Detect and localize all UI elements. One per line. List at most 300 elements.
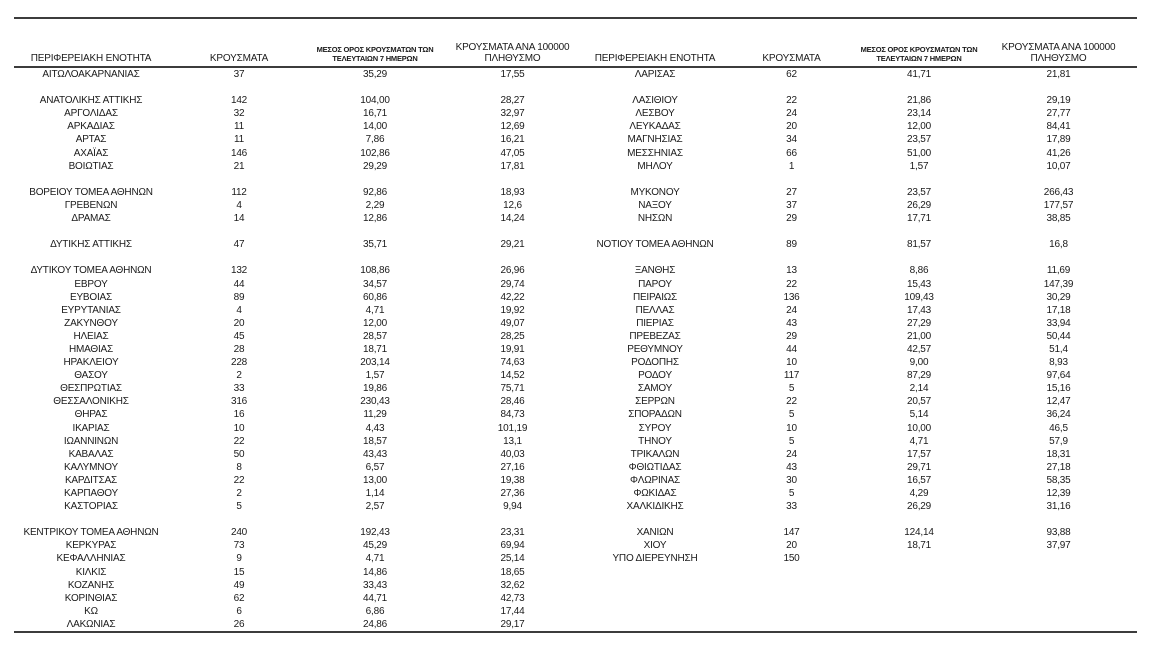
cell-region: ΛΑΚΩΝΙΑΣ — [66, 618, 116, 630]
cell-avg7: 15,43 — [906, 278, 932, 290]
cell-per100k: 42,73 — [500, 592, 525, 604]
cell-cases: 32 — [233, 108, 245, 120]
cell-per100k — [440, 173, 585, 186]
table-row — [14, 435, 1137, 448]
cell-per100k: 28,27 — [500, 95, 525, 107]
cell-avg7: 14,00 — [362, 121, 388, 133]
table-row — [14, 552, 1137, 565]
table-row — [14, 238, 1137, 251]
cell-cases: 47 — [233, 239, 245, 251]
cell-cases: 316 — [230, 396, 248, 408]
cell-per100k: 37,97 — [1046, 540, 1071, 552]
cell-per100k: 36,24 — [1046, 409, 1071, 421]
table-row — [14, 81, 1137, 94]
cell-avg7 — [858, 225, 980, 238]
cell-cases — [168, 173, 310, 186]
cell-cases: 62 — [786, 69, 797, 80]
cell-region: ΔΡΑΜΑΣ — [71, 213, 111, 225]
cell-cases: 146 — [230, 147, 248, 159]
cell-cases — [725, 81, 858, 94]
table-row — [14, 67, 1137, 81]
cell-region — [585, 225, 725, 238]
table-row — [14, 212, 1137, 225]
cell-cases: 30 — [786, 474, 797, 486]
table-row — [14, 618, 1137, 632]
cell-region: ΘΑΣΟΥ — [74, 370, 108, 382]
cell-region — [585, 513, 725, 526]
cell-per100k: 10,07 — [1046, 160, 1071, 172]
table-row — [14, 448, 1137, 461]
cell-cases: 44 — [786, 343, 797, 355]
cell-per100k: 12,47 — [1046, 396, 1071, 408]
cell-avg7: 8,86 — [909, 265, 929, 277]
cell-cases — [725, 592, 858, 605]
cell-per100k — [440, 81, 585, 94]
cell-per100k — [980, 566, 1137, 579]
cell-region: ΦΩΚΙΔΑΣ — [633, 488, 677, 499]
table-row — [14, 513, 1137, 526]
cell-cases: 16 — [233, 409, 245, 421]
cell-per100k: 46,5 — [1049, 422, 1068, 434]
cell-avg7: 14,86 — [362, 566, 388, 578]
cell-region: ΞΑΝΘΗΣ — [634, 265, 676, 277]
cell-region: ΡΕΘΥΜΝΟΥ — [627, 343, 683, 355]
cell-per100k — [440, 251, 585, 264]
cell-region: ΑΝΑΤΟΛΙΚΗΣ ΑΤΤΙΚΗΣ — [39, 95, 143, 107]
cell-per100k: 23,31 — [500, 527, 525, 539]
cell-avg7: 4,71 — [365, 304, 385, 316]
cell-cases: 5 — [236, 501, 242, 513]
cell-region: ΝΑΞΟΥ — [638, 199, 672, 211]
cell-region: ΤΗΝΟΥ — [638, 435, 672, 447]
cell-region: ΜΑΓΝΗΣΙΑΣ — [627, 134, 683, 146]
cell-region: ΧΑΛΚΙΔΙΚΗΣ — [626, 501, 684, 513]
cell-cases: 1 — [788, 160, 795, 172]
cell-avg7: 44,71 — [362, 592, 388, 604]
cell-region: ΗΜΑΘΙΑΣ — [68, 343, 114, 355]
cell-region — [585, 566, 725, 579]
cell-region: ΛΕΣΒΟΥ — [635, 108, 675, 120]
cell-cases: 5 — [788, 488, 795, 499]
cell-cases: 240 — [230, 527, 248, 539]
cell-cases: 10 — [786, 357, 797, 369]
cell-region: ΚΕΡΚΥΡΑΣ — [65, 540, 117, 552]
header-per100k-left: ΚΡΟΥΣΜΑΤΑ ΑΝΑ 100000 ΠΛΗΘΥΣΜΟ — [455, 42, 570, 64]
cell-avg7: 23,57 — [906, 186, 932, 198]
table-row — [14, 173, 1137, 186]
cell-region: ΘΕΣΣΑΛΟΝΙΚΗΣ — [53, 396, 129, 408]
cell-region — [14, 513, 168, 526]
cell-region: ΡΟΔΟΥ — [638, 370, 672, 382]
cell-per100k: 97,64 — [1046, 370, 1071, 382]
cell-cases: 33 — [233, 383, 245, 395]
cell-cases: 2 — [236, 370, 242, 382]
cell-avg7: 21,00 — [906, 330, 932, 342]
cell-region: ΚΑΡΠΑΘΟΥ — [64, 488, 118, 499]
header-region-right: ΠΕΡΙΦΕΡΕΙΑΚΗ ΕΝΟΤΗΤΑ — [594, 53, 716, 64]
cell-per100k — [440, 225, 585, 238]
cell-cases: 20 — [786, 540, 797, 552]
cell-cases: 8 — [236, 461, 242, 473]
header-region-left: ΠΕΡΙΦΕΡΕΙΑΚΗ ΕΝΟΤΗΤΑ — [30, 53, 152, 64]
cell-region: ΚΟΖΑΝΗΣ — [67, 579, 115, 591]
table-row — [14, 186, 1137, 199]
cell-per100k: 84,73 — [500, 409, 525, 421]
cell-per100k: 14,52 — [500, 370, 525, 382]
table-row — [14, 330, 1137, 343]
cell-region: ΣΥΡΟΥ — [638, 422, 672, 434]
cell-region: ΗΛΕΙΑΣ — [73, 330, 109, 342]
cell-cases: 29 — [786, 330, 797, 342]
cell-per100k: 32,97 — [500, 108, 525, 120]
cell-avg7: 92,86 — [362, 186, 388, 198]
cell-per100k: 12,69 — [500, 121, 525, 133]
table-row — [14, 107, 1137, 120]
cell-cases: 5 — [788, 435, 795, 447]
header-avg7-right: ΜΕΣΟΣ ΟΡΟΣ ΚΡΟΥΣΜΑΤΩΝ ΤΩΝ ΤΕΛΕΥΤΑΙΩΝ 7 ΗΜΕΡΩΝ — [860, 45, 978, 63]
cell-cases — [168, 81, 310, 94]
cell-avg7 — [858, 579, 980, 592]
cell-per100k: 18,65 — [500, 566, 525, 578]
cell-per100k: 16,8 — [1049, 239, 1068, 251]
cell-avg7: 42,57 — [906, 343, 932, 355]
cell-avg7: 11,29 — [363, 409, 387, 421]
cell-per100k: 28,46 — [500, 396, 525, 408]
cell-avg7: 43,43 — [362, 448, 388, 460]
cell-region: ΕΒΡΟΥ — [74, 278, 108, 290]
cell-cases: 10 — [786, 422, 797, 434]
cell-region: ΚΙΛΚΙΣ — [75, 566, 107, 578]
cell-region: ΘΕΣΠΡΩΤΙΑΣ — [60, 383, 122, 395]
cell-cases: 24 — [786, 448, 797, 460]
cell-per100k: 74,63 — [500, 357, 525, 369]
header-cases-left: ΚΡΟΥΣΜΑΤΑ — [209, 53, 269, 64]
cell-avg7: 18,71 — [906, 540, 932, 552]
cell-avg7: 104,00 — [360, 95, 390, 107]
cell-cases: 22 — [786, 95, 797, 107]
cell-cases: 33 — [786, 501, 797, 513]
cell-per100k: 19,91 — [500, 343, 525, 355]
cell-avg7: 28,57 — [362, 330, 388, 342]
cell-per100k: 16,21 — [500, 134, 525, 146]
cell-avg7: 24,86 — [362, 618, 388, 630]
cell-avg7: 4,43 — [365, 422, 385, 434]
table-row — [14, 422, 1137, 435]
cell-avg7: 87,29 — [906, 370, 932, 382]
cell-avg7: 20,57 — [906, 396, 932, 408]
cell-cases: 20 — [233, 317, 245, 329]
cell-cases: 11 — [234, 121, 244, 133]
cell-region: ΛΕΥΚΑΔΑΣ — [629, 121, 681, 133]
cell-region: ΔΥΤΙΚΟΥ ΤΟΜΕΑ ΑΘΗΝΩΝ — [30, 265, 152, 277]
cell-cases: 73 — [233, 540, 245, 552]
cell-region: ΦΛΩΡΙΝΑΣ — [629, 474, 681, 486]
table-row — [14, 251, 1137, 264]
table-row — [14, 539, 1137, 552]
cell-region: ΚΕΦΑΛΛΗΝΙΑΣ — [56, 553, 126, 565]
cell-region: ΜΕΣΣΗΝΙΑΣ — [627, 147, 683, 159]
cell-cases: 117 — [783, 370, 800, 382]
cell-avg7: 7,86 — [365, 134, 385, 146]
cell-per100k — [980, 552, 1137, 565]
cell-region: ΑΧΑΪΑΣ — [73, 147, 109, 159]
table-row — [14, 356, 1137, 369]
cell-per100k: 177,57 — [1043, 199, 1074, 211]
cell-per100k: 49,07 — [500, 317, 525, 329]
cell-avg7 — [858, 618, 980, 632]
cell-avg7: 18,71 — [362, 343, 388, 355]
cell-cases — [725, 173, 858, 186]
cell-cases: 13 — [786, 265, 797, 277]
cell-avg7: 13,00 — [362, 474, 388, 486]
table-row — [14, 487, 1137, 500]
cell-per100k: 15,16 — [1046, 383, 1071, 395]
cell-cases: 9 — [236, 553, 242, 565]
cell-avg7: 45,29 — [362, 540, 388, 552]
cell-region: ΓΡΕΒΕΝΩΝ — [64, 199, 118, 211]
cell-per100k — [440, 513, 585, 526]
regional-cases-table — [14, 17, 1137, 633]
table-row — [14, 120, 1137, 133]
cell-avg7: 21,86 — [906, 95, 932, 107]
cell-region: ΚΟΡΙΝΘΙΑΣ — [64, 592, 118, 604]
cell-per100k: 93,88 — [1046, 527, 1071, 539]
cell-region: ΕΥΡΥΤΑΝΙΑΣ — [61, 304, 121, 316]
cell-per100k: 9,94 — [503, 501, 522, 513]
cell-avg7: 2,14 — [909, 383, 929, 395]
cell-region — [585, 618, 725, 632]
cell-avg7 — [858, 251, 980, 264]
cell-avg7: 17,71 — [906, 213, 932, 225]
cell-avg7 — [310, 81, 440, 94]
table-row — [14, 133, 1137, 146]
cell-region: ΖΑΚΥΝΘΟΥ — [64, 317, 118, 329]
cell-avg7: 16,71 — [362, 108, 388, 120]
cell-avg7: 4,71 — [909, 435, 929, 447]
cell-cases — [725, 605, 858, 618]
table-row — [14, 343, 1137, 356]
cell-region: ΠΑΡΟΥ — [638, 278, 672, 290]
cell-per100k: 38,85 — [1046, 213, 1071, 225]
cell-avg7: 108,86 — [360, 265, 390, 277]
cell-per100k — [980, 605, 1137, 618]
cell-cases: 14 — [233, 213, 245, 225]
cell-avg7 — [858, 173, 980, 186]
cell-per100k: 27,16 — [500, 461, 525, 473]
cell-avg7: 102,86 — [360, 147, 390, 159]
cell-cases: 43 — [786, 317, 797, 329]
cell-cases — [725, 251, 858, 264]
cell-cases: 34 — [786, 134, 797, 146]
cell-cases: 228 — [230, 357, 248, 369]
header-row — [14, 18, 1137, 67]
cell-per100k — [980, 513, 1137, 526]
cell-region: ΚΑΡΔΙΤΣΑΣ — [64, 474, 118, 486]
cell-per100k: 8,93 — [1049, 357, 1068, 369]
cell-avg7: 12,00 — [906, 121, 932, 133]
cell-per100k: 19,38 — [500, 474, 525, 486]
cell-avg7: 16,57 — [906, 474, 932, 486]
cell-cases: 10 — [233, 422, 245, 434]
cell-avg7: 51,00 — [906, 147, 932, 159]
cell-per100k — [980, 81, 1137, 94]
cell-per100k: 17,44 — [500, 605, 525, 617]
cell-per100k: 21,81 — [1046, 69, 1071, 80]
cell-avg7: 17,43 — [906, 304, 932, 316]
cell-avg7: 23,14 — [906, 108, 932, 120]
cell-per100k: 31,16 — [1046, 501, 1071, 513]
cell-region: ΡΟΔΟΠΗΣ — [631, 357, 679, 369]
cell-avg7 — [858, 81, 980, 94]
cell-avg7: 23,57 — [906, 134, 932, 146]
table-row — [14, 592, 1137, 605]
cell-per100k: 28,25 — [500, 330, 525, 342]
cell-avg7: 2,29 — [365, 199, 385, 211]
cell-per100k: 40,03 — [500, 448, 525, 460]
cell-cases: 24 — [786, 108, 797, 120]
cell-per100k: 13,1 — [503, 435, 522, 447]
table-row — [14, 264, 1137, 277]
cell-per100k: 12,6 — [503, 199, 522, 211]
table-body — [14, 67, 1137, 632]
table-row — [14, 225, 1137, 238]
cell-region: ΛΑΣΙΘΙΟΥ — [632, 95, 678, 107]
table-row — [14, 160, 1137, 173]
table-row — [14, 474, 1137, 487]
table-row — [14, 199, 1137, 212]
cell-avg7: 18,57 — [362, 435, 388, 447]
cell-cases — [168, 251, 310, 264]
cell-per100k: 101,19 — [497, 422, 528, 434]
header-avg7-left: ΜΕΣΟΣ ΟΡΟΣ ΚΡΟΥΣΜΑΤΩΝ ΤΩΝ ΤΕΛΕΥΤΑΙΩΝ 7 ΗΜΕΡΩΝ — [316, 45, 434, 63]
table-row — [14, 317, 1137, 330]
cell-avg7: 4,71 — [365, 553, 385, 565]
cell-region: ΚΩ — [84, 605, 98, 617]
cell-avg7 — [858, 513, 980, 526]
cell-cases: 28 — [233, 343, 245, 355]
cell-cases: 4 — [236, 304, 242, 316]
cell-region: ΣΠΟΡΑΔΩΝ — [628, 409, 682, 421]
cell-region — [14, 81, 168, 94]
cell-avg7: 34,57 — [362, 278, 388, 290]
cell-region: ΠΕΙΡΑΙΩΣ — [632, 291, 678, 303]
table-row — [14, 408, 1137, 421]
table-row — [14, 382, 1137, 395]
cell-cases: 62 — [233, 592, 245, 604]
table-row — [14, 526, 1137, 539]
cell-region: ΝΗΣΩΝ — [637, 213, 673, 225]
cell-avg7 — [858, 605, 980, 618]
cell-avg7: 203,14 — [360, 357, 390, 369]
cell-per100k: 266,43 — [1043, 186, 1074, 198]
cell-avg7: 10,00 — [906, 422, 932, 434]
cell-region — [585, 81, 725, 94]
cell-region: ΘΗΡΑΣ — [74, 409, 108, 421]
cell-cases — [725, 579, 858, 592]
cell-region: ΚΑΒΑΛΑΣ — [68, 448, 114, 460]
cell-per100k — [980, 251, 1137, 264]
cell-cases: 142 — [230, 95, 248, 107]
table-row — [14, 369, 1137, 382]
cell-per100k: 42,22 — [500, 291, 525, 303]
table-row — [14, 605, 1137, 618]
cell-cases: 2 — [236, 488, 242, 499]
cell-avg7: 4,29 — [909, 488, 929, 499]
cell-cases: 37 — [233, 69, 245, 80]
table-row — [14, 500, 1137, 513]
cell-avg7: 1,14 — [365, 488, 385, 499]
cell-avg7: 2,57 — [365, 501, 385, 513]
cell-cases: 20 — [786, 121, 797, 133]
cell-per100k: 30,29 — [1046, 291, 1071, 303]
cell-region: ΠΙΕΡΙΑΣ — [636, 317, 674, 329]
cell-per100k: 18,31 — [1046, 448, 1071, 460]
cell-per100k: 57,9 — [1049, 435, 1068, 447]
cell-per100k: 12,39 — [1046, 488, 1071, 499]
cell-avg7: 41,71 — [906, 69, 932, 80]
cell-cases — [725, 225, 858, 238]
cell-cases: 132 — [230, 265, 248, 277]
cell-region: ΣΕΡΡΩΝ — [635, 396, 675, 408]
cell-cases: 89 — [233, 291, 245, 303]
cell-per100k — [980, 579, 1137, 592]
cell-avg7: 230,43 — [360, 396, 390, 408]
table-row — [14, 579, 1137, 592]
cell-per100k: 19,92 — [500, 304, 525, 316]
cell-region: ΑΡΚΑΔΙΑΣ — [67, 121, 115, 133]
cell-per100k: 75,71 — [500, 383, 525, 395]
cell-per100k: 27,77 — [1046, 108, 1071, 120]
cell-cases: 15 — [233, 566, 245, 578]
cell-avg7: 19,86 — [362, 383, 388, 395]
cell-per100k — [980, 225, 1137, 238]
cell-avg7 — [858, 566, 980, 579]
cell-per100k: 47,05 — [500, 147, 525, 159]
cell-avg7: 26,29 — [906, 199, 932, 211]
cell-avg7: 5,14 — [909, 409, 929, 421]
cell-region: ΒΟΙΩΤΙΑΣ — [68, 160, 114, 172]
cell-avg7: 124,14 — [904, 527, 934, 539]
cell-cases: 112 — [231, 186, 247, 198]
cell-avg7: 29,29 — [362, 160, 388, 172]
cell-cases: 45 — [233, 330, 245, 342]
cell-region: ΚΕΝΤΡΙΚΟΥ ΤΟΜΕΑ ΑΘΗΝΩΝ — [23, 527, 159, 539]
cell-per100k: 58,35 — [1046, 474, 1071, 486]
cell-per100k — [980, 173, 1137, 186]
cell-cases: 22 — [786, 396, 797, 408]
cell-region: ΕΥΒΟΙΑΣ — [69, 291, 113, 303]
cell-avg7 — [310, 251, 440, 264]
cell-per100k: 17,55 — [500, 69, 525, 80]
cell-region: ΝΟΤΙΟΥ ΤΟΜΕΑ ΑΘΗΝΩΝ — [596, 239, 714, 251]
table-row — [14, 395, 1137, 408]
cell-region — [585, 579, 725, 592]
cell-per100k: 33,94 — [1046, 317, 1071, 329]
cell-cases: 11 — [234, 134, 244, 146]
cell-cases — [725, 618, 858, 632]
cell-region — [14, 173, 168, 186]
cell-cases: 22 — [233, 474, 245, 486]
cell-avg7 — [310, 225, 440, 238]
cell-region — [585, 173, 725, 186]
cell-per100k: 18,93 — [500, 186, 525, 198]
cell-avg7: 17,57 — [906, 448, 932, 460]
cell-avg7: 12,86 — [362, 213, 388, 225]
cell-cases: 37 — [786, 199, 797, 211]
cell-per100k: 25,14 — [500, 553, 525, 565]
cell-per100k: 41,26 — [1046, 147, 1071, 159]
cell-cases: 4 — [236, 199, 242, 211]
